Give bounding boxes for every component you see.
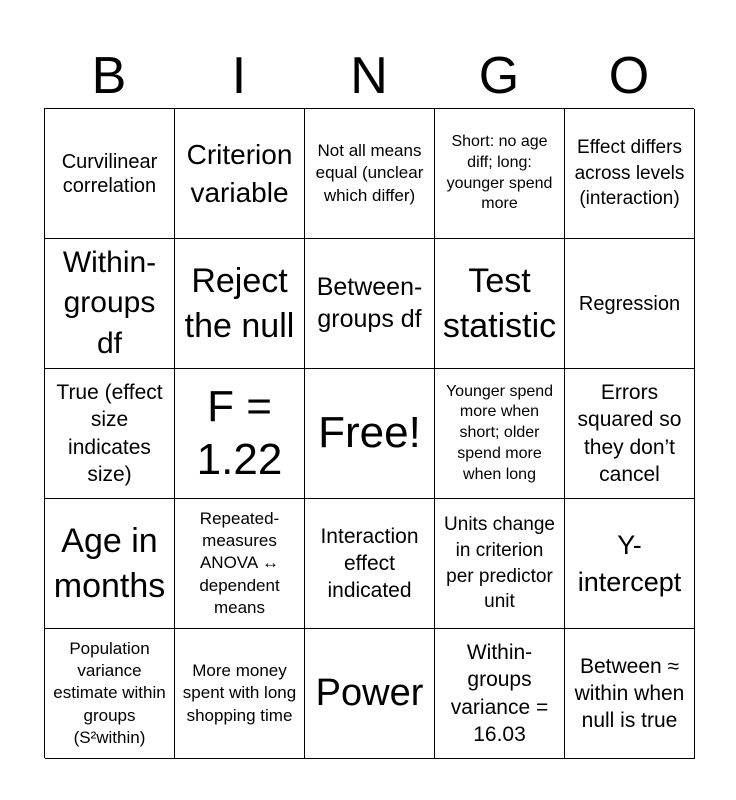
bingo-header [44,44,694,108]
bingo-cell-r5c4[interactable] [435,629,565,759]
bingo-cell-r4c1[interactable] [45,499,175,629]
header-letter-o: O [608,47,650,105]
bingo-cell-text: Power [315,671,424,714]
bingo-cell-r3c1[interactable] [45,369,175,499]
bingo-cell-r3c2[interactable] [175,369,305,499]
bingo-cell-text: Regression [578,292,681,315]
bingo-card-grid [44,108,694,758]
header-letter-n: N [350,47,388,105]
header-letter-i: I [231,47,247,105]
bingo-cell-text: F = 1.22 [196,381,283,484]
bingo-cell-r2c4[interactable] [435,239,565,369]
bingo-cell-r3c5[interactable] [565,369,695,499]
bingo-cell-text: Errors squared so they don’t cancel [577,380,682,486]
bingo-cell-text: Age in months [53,522,166,605]
bingo-cell-r1c1[interactable] [45,109,175,239]
bingo-cell-r1c4[interactable] [435,109,565,239]
bingo-cell-text: Interaction effect indicated [320,524,419,603]
bingo-cell-text: Reject the null [184,262,295,345]
bingo-cell-r1c2[interactable] [175,109,305,239]
bingo-cell-text: Free! [318,408,421,458]
header-letter-g: G [478,47,520,105]
bingo-cell-text: Repeated-measures ANOVA ↔ dependent means [199,509,280,617]
bingo-cell-text: Younger spend more when short; older spend more when long [445,382,554,483]
bingo-cell-r3c4[interactable] [435,369,565,499]
bingo-cell-text: Between ≈ within when null is true [574,654,685,733]
bingo-cell-text: True (effect size indicates size) [56,380,163,486]
bingo-cell-text: Short: no age diff; long: younger spend more [446,132,553,213]
bingo-cell-free[interactable] [305,369,435,499]
bingo-cell-r2c3[interactable] [305,239,435,369]
bingo-cell-text: Y-intercept [577,530,682,597]
bingo-cell-text: More money spent with long shopping time [182,661,297,725]
bingo-cell-text: Not all means equal (unclear which differ) [315,141,424,205]
bingo-cell-r1c5[interactable] [565,109,695,239]
bingo-cell-text: Curvilinear correlation [61,150,158,197]
bingo-cell-r5c2[interactable] [175,629,305,759]
bingo-cell-r4c2[interactable] [175,499,305,629]
bingo-cell-text: Between-groups df [316,273,423,333]
bingo-cell-r4c5[interactable] [565,499,695,629]
bingo-cell-r2c1[interactable] [45,239,175,369]
bingo-cell-r4c4[interactable] [435,499,565,629]
bingo-cell-r2c5[interactable] [565,239,695,369]
bingo-cell-text: Test statistic [442,262,557,345]
bingo-cell-text: Population variance estimate within groups (S²within) [53,639,166,747]
bingo-cell-r5c1[interactable] [45,629,175,759]
bingo-cell-text: Effect differs across levels (interaction) [574,137,685,210]
bingo-cell-r1c3[interactable] [305,109,435,239]
bingo-cell-text: Criterion variable [186,138,293,208]
bingo-cell-text: Within-groups variance = 16.03 [450,640,549,746]
header-letter-b: B [91,47,127,105]
bingo-cell-text: Within-groups df [62,245,157,360]
bingo-cell-r4c3[interactable] [305,499,435,629]
bingo-cell-r5c3[interactable] [305,629,435,759]
bingo-cell-text: Units change in criterion per predictor unit [444,514,555,613]
bingo-cell-r2c2[interactable] [175,239,305,369]
bingo-cell-r5c5[interactable] [565,629,695,759]
